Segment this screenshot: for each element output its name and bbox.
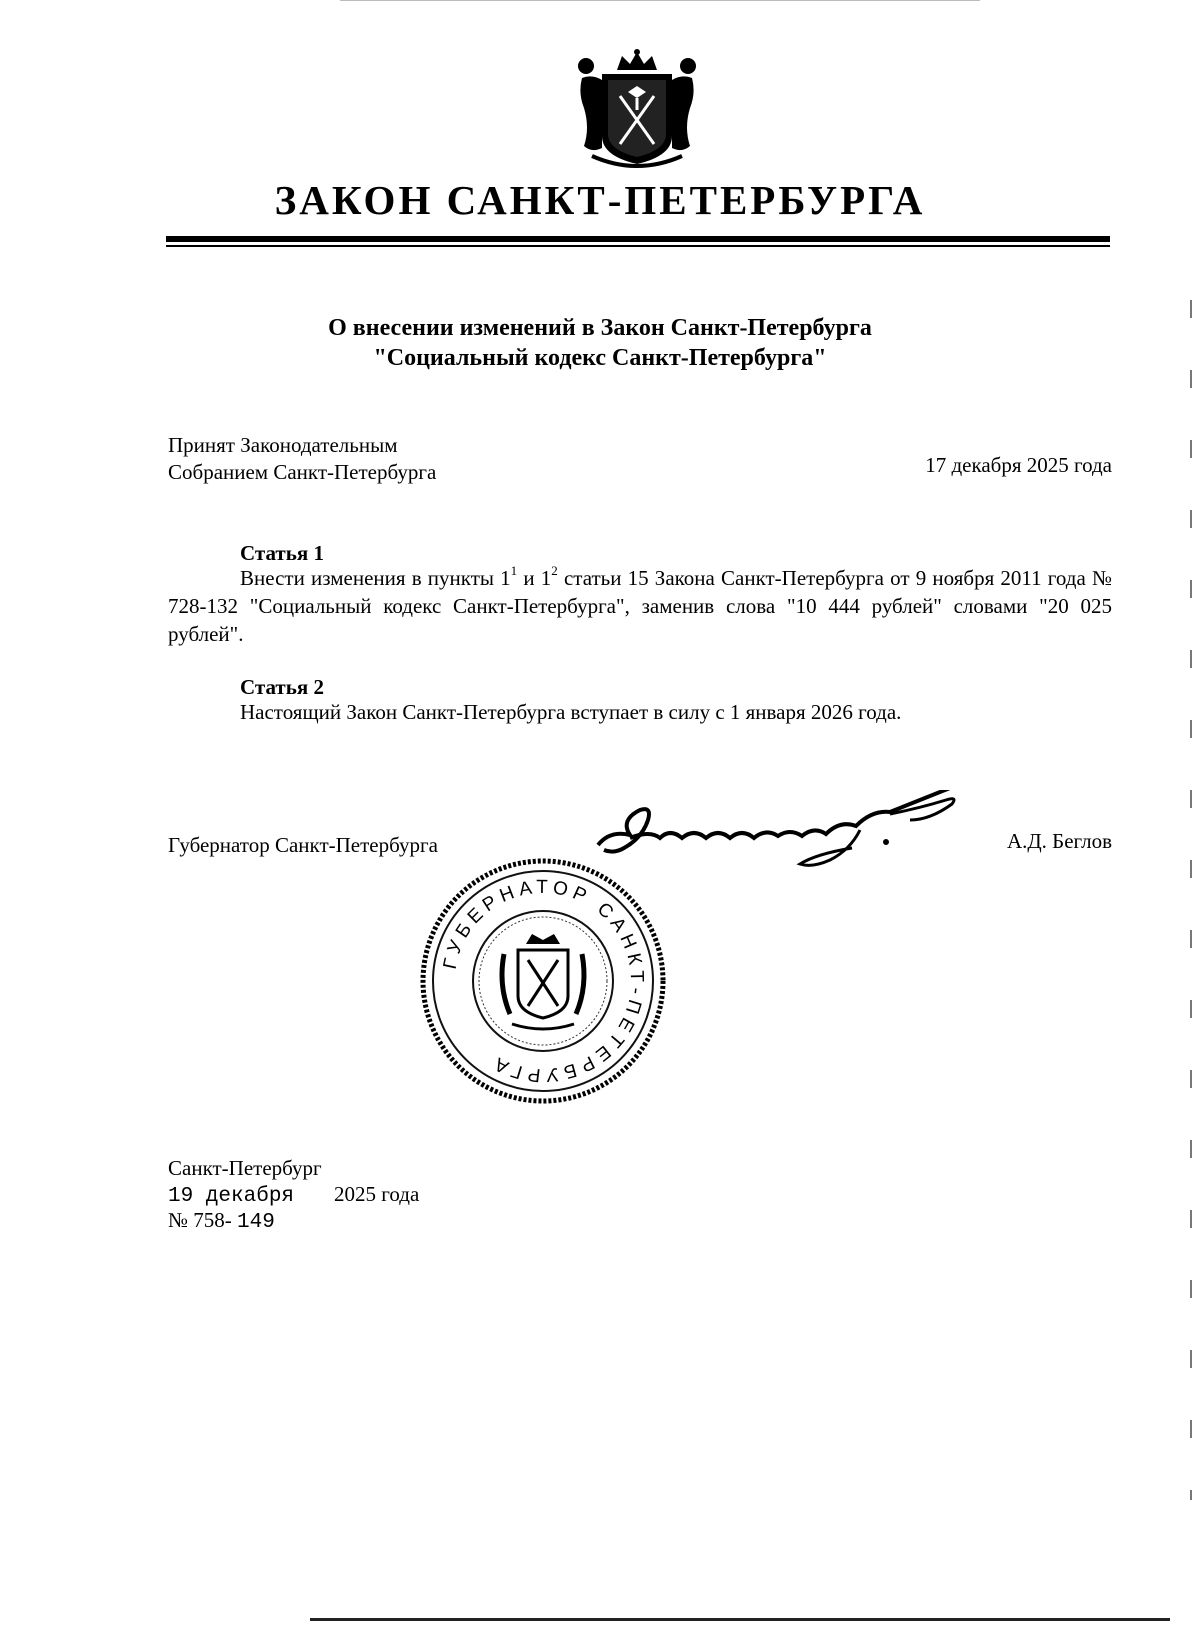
adopted-by bbox=[168, 432, 436, 486]
article-1-title: Статья 1 bbox=[240, 541, 324, 565]
law-subject bbox=[0, 313, 1200, 373]
scan-artifact-right bbox=[1190, 300, 1192, 1500]
law-number-value: 149 bbox=[237, 1211, 275, 1234]
article-1-sup2: 2 bbox=[551, 563, 558, 578]
governor-seal bbox=[418, 856, 668, 1106]
adopted-line-1: Принят Законодательным bbox=[168, 433, 398, 457]
subject-line-1: О внесении изменений в Закон Санкт-Петербурга bbox=[328, 315, 872, 341]
article-1-text-part1: Внести изменения в пункты 1 bbox=[240, 566, 511, 590]
signing-date bbox=[168, 1181, 419, 1210]
adopted-date: 17 декабря 2025 года bbox=[925, 453, 1112, 477]
subject-line-2: "Социальный кодекс Санкт-Петербурга" bbox=[373, 345, 827, 371]
signing-year: 2025 года bbox=[334, 1182, 420, 1206]
signing-day-month: 19 декабря bbox=[168, 1185, 295, 1208]
title-rule-thick bbox=[166, 236, 1110, 242]
seal-text: ГУБЕРНАТОР САНКТ-ПЕТЕРБУРГА bbox=[439, 876, 648, 1086]
governor-name: А.Д. Беглов bbox=[1006, 829, 1112, 853]
article-1-text-part2: и 1 bbox=[517, 566, 552, 590]
law-title: ЗАКОН САНКТ-ПЕТЕРБУРГА bbox=[274, 177, 926, 223]
article-1-text-part3: статьи 15 Закона Санкт-Петербурга от 9 ноября 2011 года № 728-132 "Социальный кодекс Санкт-Петербурга", заменив слова "10 444 рублей" словами "20 025 рублей". bbox=[168, 566, 1112, 646]
title-rule-thin bbox=[166, 245, 1110, 247]
article-2-text: Настоящий Закон Санкт-Петербурга вступает в силу с 1 января 2026 года. bbox=[240, 700, 902, 724]
scan-artifact-bottom bbox=[310, 1618, 1170, 1621]
article-1-text bbox=[168, 564, 1112, 648]
law-number-prefix: № 758- bbox=[168, 1208, 232, 1232]
scan-artifact-top bbox=[340, 0, 980, 1]
article-1-sup1: 1 bbox=[510, 563, 518, 578]
law-number bbox=[168, 1207, 275, 1236]
signing-place: Санкт-Петербург bbox=[168, 1156, 322, 1180]
article-2-title: Статья 2 bbox=[240, 675, 324, 699]
governor-title: Губернатор Санкт-Петербурга bbox=[168, 833, 438, 857]
adopted-line-2: Собранием Санкт-Петербурга bbox=[168, 460, 437, 484]
coat-of-arms-icon bbox=[572, 48, 702, 173]
